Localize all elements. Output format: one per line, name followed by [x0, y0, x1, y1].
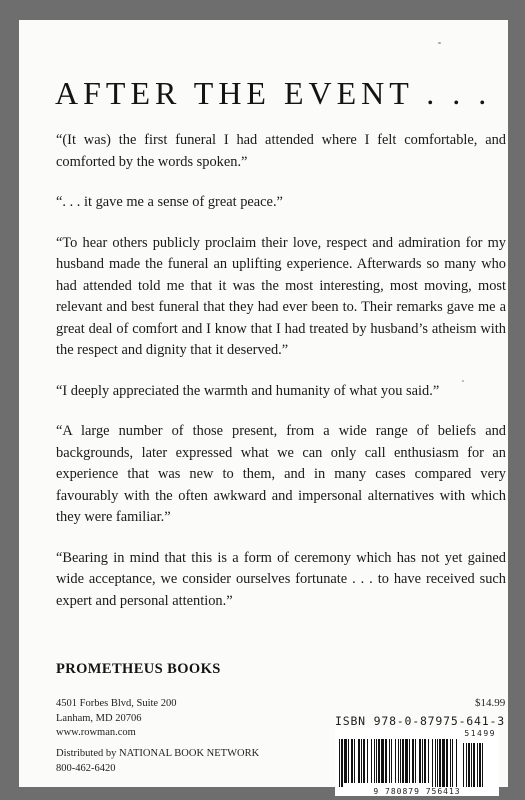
- address-line: 4501 Forbes Blvd, Suite 200: [56, 698, 177, 709]
- testimonial: “. . . it gave me a sense of great peace.”: [56, 194, 283, 210]
- testimonial: “To hear others publicly proclaim their love, respect and admiration for my husband made the funeral an uplifting experience. Afterwards so many who had attended told me that it was the most interesting, most moving, most relevant and best funeral that they had ever been to. Their remarks gave me a great deal of comfort and I know that I had treated by husband’s atheism with the respect and dignity that it deserved.”: [56, 234, 506, 358]
- testimonial: “Bearing in mind that this is a form of ceremony which has not yet gained wide acceptance, we consider ourselves fortunate . . . to have received such expert and personal attention.”: [56, 549, 506, 609]
- distributor-phone: 800-462-6420: [56, 762, 116, 774]
- price-label: $14.99: [475, 697, 506, 709]
- isbn-label: ISBN 978-0-87975-641-3: [335, 714, 505, 728]
- paper-speck: [438, 42, 441, 44]
- address-line: Lanham, MD 20706: [56, 712, 142, 724]
- publisher-address: [56, 697, 176, 741]
- testimonials: [56, 130, 506, 631]
- testimonial: “A large number of those present, from a wide range of beliefs and backgrounds, later expressed what we can only call enthusiasm for an experience that was new to them, and in many cases compared very favourably with the often awkward and impersonal alternatives with which they were familiar.”: [56, 423, 506, 525]
- publisher-name: PROMETHEUS BOOKS: [56, 661, 221, 677]
- heading: AFTER THE EVENT . . .: [55, 75, 492, 111]
- testimonial: “(It was) the first funeral I had attended where I felt comfortable, and comforted by the words spoken.”: [56, 132, 506, 170]
- distributor-line: Distributed by NATIONAL BOOK NETWORK: [56, 748, 260, 759]
- distributor-info: [56, 747, 259, 776]
- barcode-addon-number: 51499: [464, 729, 496, 738]
- publisher-website: www.rowman.com: [56, 727, 136, 738]
- barcode-bars-icon: [339, 739, 495, 787]
- back-cover: [19, 20, 508, 796]
- testimonial: “I deeply appreciated the warmth and humanity of what you said.”: [56, 382, 440, 399]
- barcode: [335, 728, 499, 796]
- barcode-digits: 9 780879 756413: [373, 787, 461, 796]
